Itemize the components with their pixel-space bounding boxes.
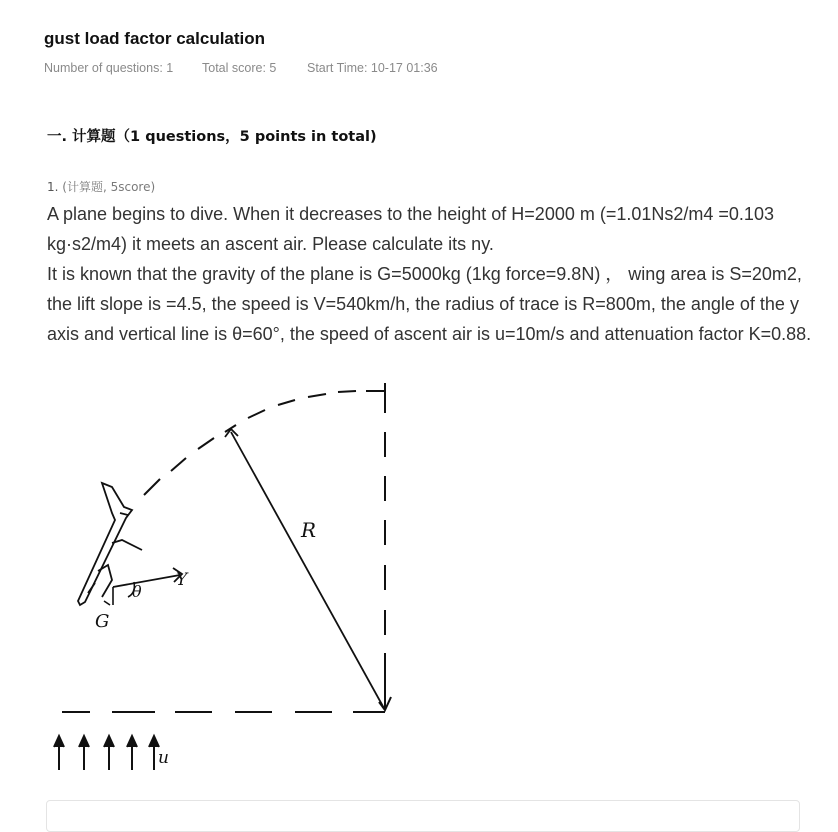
label-u: u bbox=[158, 748, 169, 768]
dashed-trace-arc bbox=[144, 391, 384, 495]
lift-arrow bbox=[113, 568, 182, 587]
page-title: gust load factor calculation bbox=[44, 29, 266, 48]
radius-line bbox=[225, 429, 385, 710]
question-number: 1. bbox=[47, 180, 59, 194]
question-type-score: (计算题, 5score) bbox=[62, 180, 156, 194]
question-figure bbox=[40, 375, 400, 780]
label-g: G bbox=[95, 611, 110, 632]
question-paragraph-1: A plane begins to dive. When it decreases to the height of H=2000 m (=1.01Ns2/m4 =0.103 kg·s2/m4) it meets an ascent air. Please calculate its ny. bbox=[47, 204, 774, 254]
question-paragraph-2: It is known that the gravity of the plane is G=5000kg (1kg force=9.8N) ， wing area is S=20m2, the lift slope is =4.5, the speed is V=540km/h, the radius of trace is R=800m, the angle of the y axis and vertical line is θ=60°, the speed of ascent air is u=10m/s and attenuation factor K=0.88. bbox=[47, 264, 812, 344]
vertical-dashed-line bbox=[379, 383, 391, 710]
total-score: Total score: 5 bbox=[202, 61, 277, 75]
answer-input[interactable] bbox=[46, 800, 800, 832]
question-count: Number of questions: 1 bbox=[44, 61, 174, 75]
section-title: 一. 计算题（1 questions，5 points in total) bbox=[47, 129, 377, 145]
label-theta: θ bbox=[132, 582, 142, 601]
question-header bbox=[47, 178, 155, 195]
updraft-arrows bbox=[54, 736, 159, 770]
question-body bbox=[47, 199, 817, 349]
exam-meta bbox=[44, 61, 438, 75]
label-y: Y bbox=[176, 570, 188, 590]
label-r: R bbox=[301, 518, 317, 542]
start-time: Start Time: 10-17 01:36 bbox=[307, 61, 438, 75]
